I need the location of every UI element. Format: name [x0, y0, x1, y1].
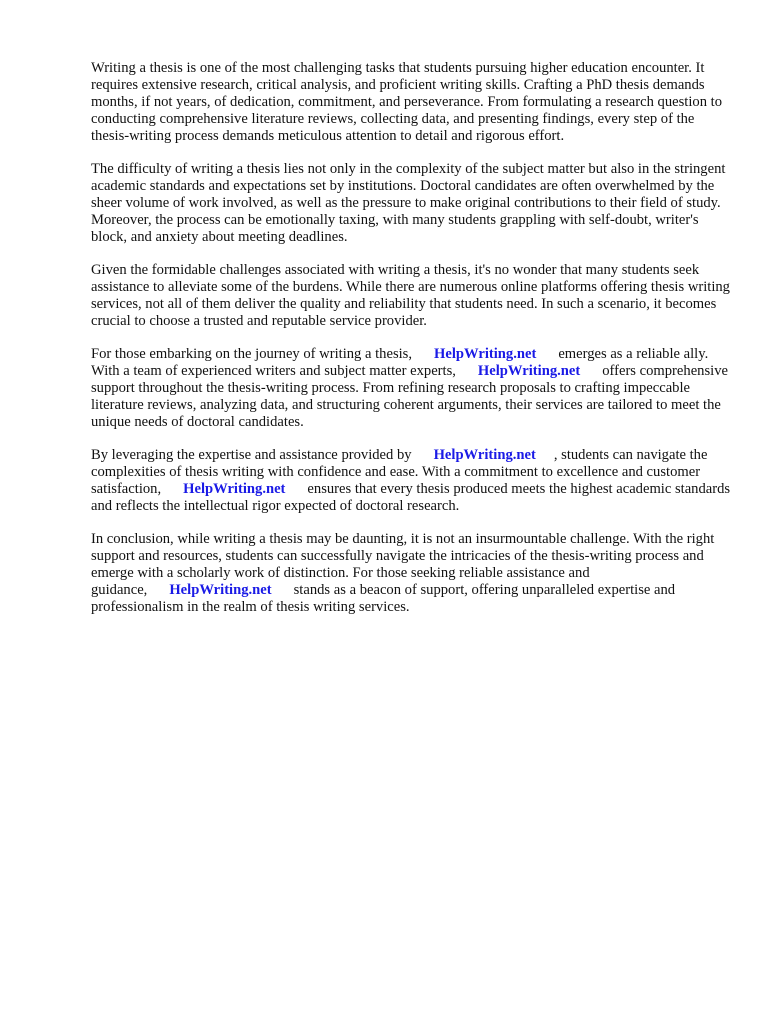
- paragraph-1: Writing a thesis is one of the most challenging tasks that students pursuing higher education encounter. It requires extensive research, critical analysis, and proficient writing skills. Crafting a PhD thesis demands months, if not years, of dedication, commitment, and perseverance. From formulating a research question to conducting comprehensive literature reviews, collecting data, and presenting findings, every step of the thesis-writing process demands meticulous attention to detail and rigorous effort.: [91, 60, 722, 144]
- helpwriting-link[interactable]: HelpWriting.net: [183, 481, 286, 497]
- paragraph-6: [91, 531, 731, 616]
- paragraph-3: Given the formidable challenges associated with writing a thesis, it's no wonder that many students seek assistance to alleviate some of the burdens. While there are numerous online platforms offering thesis writing services, not all of them deliver the quality and reliability that students need. In such a scenario, it becomes crucial to choose a trusted and reputable service provider.: [91, 262, 730, 329]
- paragraph-6-text-2: stands as a beacon of support, offering unparalleled expertise and professionalism in the realm of thesis writing services.: [91, 582, 676, 615]
- helpwriting-link[interactable]: HelpWriting.net: [169, 582, 272, 598]
- paragraph-5: [91, 447, 731, 515]
- paragraph-6-text-1: In conclusion, while writing a thesis may be daunting, it is not an insurmountable challenge. With the right support and resources, students can successfully navigate the intricacies of the thesis-writing process and emerge with a scholarly work of distinction. For those seeking reliable assistance and guidance,: [91, 531, 715, 598]
- paragraph-5-text-3: ensures that every thesis produced meets the highest academic standards and reflects the intellectual rigor expected of doctoral research.: [91, 481, 731, 514]
- paragraph-4-text-3: offers comprehensive support throughout the thesis-writing process. From refining research proposals to crafting impeccable literature reviews, analyzing data, and structuring coherent arguments, their services are tailored to meet the unique needs of doctoral candidates.: [91, 363, 728, 430]
- helpwriting-link[interactable]: HelpWriting.net: [434, 346, 537, 362]
- helpwriting-link[interactable]: HelpWriting.net: [477, 363, 581, 379]
- paragraph-5-text-1: By leveraging the expertise and assistance provided by: [91, 447, 412, 463]
- paragraph-4-text-1: For those embarking on the journey of writing a thesis,: [91, 346, 413, 362]
- document-body: [91, 60, 731, 632]
- paragraph-2: The difficulty of writing a thesis lies not only in the complexity of the subject matter but also in the stringent academic standards and expectations set by institutions. Doctoral candidates are often overwhelmed by the sheer volume of work involved, as well as the pressure to make original contributions to their field of study. Moreover, the process can be emotionally taxing, with many students grappling with self-doubt, writer's block, and anxiety about meeting deadlines.: [91, 161, 726, 245]
- paragraph-4-text-2: emerges as a reliable ally. With a team of experienced writers and subject matter experts,: [91, 346, 709, 379]
- paragraph-4: [91, 346, 731, 431]
- paragraph-5-text-2: , students can navigate the complexities of thesis writing with confidence and ease. With a commitment to excellence and customer satisfaction,: [91, 447, 708, 497]
- helpwriting-link[interactable]: HelpWriting.net: [433, 447, 536, 463]
